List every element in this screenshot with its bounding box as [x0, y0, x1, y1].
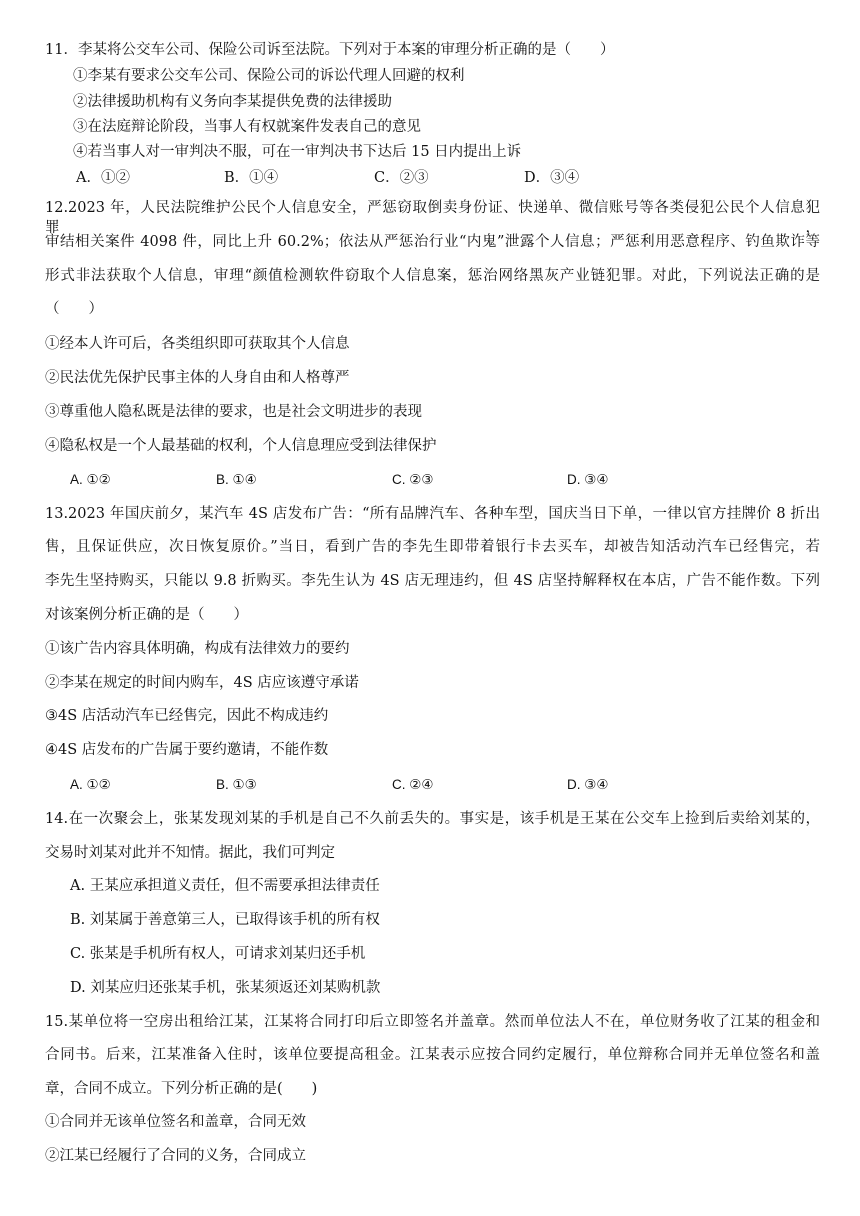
q12-item-1: ①经本人许可后，各类组织即可获取其个人信息	[45, 336, 350, 352]
q13-stem-line-4: 对该案例分析正确的是（ ）	[45, 607, 248, 623]
q14-option-d: D. 刘某应归还张某手机，张某须返还刘某购机款	[70, 980, 381, 996]
q11-item-1: ①李某有要求公交车公司、保险公司的诉讼代理人回避的权利	[73, 68, 465, 84]
q14-stem-line-2: 交易时刘某对此并不知情。据此，我们可判定	[45, 845, 335, 861]
q14-stem-line-1: 14.在一次聚会上，张某发现刘某的手机是自己不久前丢失的。事实是，该手机是王某在公交车上捡到后卖给刘某的，	[45, 811, 820, 827]
q12-item-2: ②民法优先保护民事主体的人身自由和人格尊严	[45, 370, 350, 386]
q14-option-b: B. 刘某属于善意第三人，已取得该手机的所有权	[70, 912, 380, 928]
q13-option-a: A. ①②	[70, 777, 111, 792]
q11-option-a: A．①②	[76, 170, 130, 186]
q13-item-3: ③4S 店活动汽车已经售完，因此不构成违约	[45, 708, 329, 724]
q15-item-1: ①合同并无该单位签名和盖章，合同无效	[45, 1114, 306, 1130]
q15-stem-line-1: 15.某单位将一空房出租给江某，江某将合同打印后立即签名并盖章。然而单位法人不在，单位财务收了江某的租金和	[45, 1014, 820, 1030]
q11-item-3: ③在法庭辩论阶段，当事人有权就案件发表自己的意见	[73, 119, 421, 135]
q11-option-b: B．①④	[224, 170, 279, 186]
q13-stem-line-1: 13.2023 年国庆前夕，某汽车 4S 店发布广告：“所有品牌汽车、各种车型，国庆当日下单，一律以官方挂牌价 8 折出	[45, 506, 820, 522]
q13-option-b: B. ①③	[216, 777, 257, 792]
q13-stem-line-2: 售，且保证供应，次日恢复原价。”当日，看到广告的李先生即带着银行卡去买车，却被告知活动汽车已经售完，若	[45, 539, 820, 555]
q15-stem-line-3: 章，合同不成立。下列分析正确的是( )	[45, 1081, 318, 1097]
q13-stem-line-3: 李先生坚持购买，只能以 9.8 折购买。李先生认为 4S 店无理违约，但 4S 店坚持解释权在本店，广告不能作数。下列	[45, 573, 820, 589]
q13-item-2: ②李某在规定的时间内购车，4S 店应该遵守承诺	[45, 675, 359, 691]
q13-option-d: D. ③④	[567, 777, 609, 792]
q12-stem-line-1: 12.2023 年，人民法院维护公民个人信息安全，严惩窃取倒卖身份证、快递单、微信账号等各类侵犯公民个人信息犯罪，	[45, 200, 820, 236]
q11-item-4: ④若当事人对一审判决不服，可在一审判决书下达后 15 日内提出上诉	[73, 144, 522, 160]
q13-option-c: C. ②④	[392, 777, 434, 792]
q12-option-d: D. ③④	[567, 472, 609, 487]
q12-option-a: A. ①②	[70, 472, 111, 487]
q12-stem-line-2: 审结相关案件 4098 件，同比上升 60.2%；依法从严惩治行业“内鬼”泄露个人信息；严惩利用恶意程序、钓鱼欺诈等	[45, 234, 820, 250]
q11-option-d: D．③④	[524, 170, 580, 186]
q11-option-c: C．②③	[374, 170, 429, 186]
q12-stem-line-4: （ ）	[45, 301, 103, 317]
q11-item-2: ②法律援助机构有义务向李某提供免费的法律援助	[73, 94, 392, 110]
q15-stem-line-2: 合同书。后来，江某准备入住时，该单位要提高租金。江某表示应按合同约定履行，单位辩称合同并无单位签名和盖	[45, 1047, 820, 1063]
q12-item-4: ④隐私权是一个人最基础的权利，个人信息理应受到法律保护	[45, 438, 437, 454]
q12-item-3: ③尊重他人隐私既是法律的要求，也是社会文明进步的表现	[45, 404, 422, 420]
q11-stem: 11．李某将公交车公司、保险公司诉至法院。下列对于本案的审理分析正确的是（ ）	[45, 42, 615, 58]
q13-item-4: ④4S 店发布的广告属于要约邀请，不能作数	[45, 742, 329, 758]
q12-option-b: B. ①④	[216, 472, 257, 487]
q13-item-1: ①该广告内容具体明确，构成有法律效力的要约	[45, 641, 350, 657]
q12-option-c: C. ②③	[392, 472, 434, 487]
q12-stem-line-3: 形式非法获取个人信息，审理“颜值检测软件窃取个人信息案，惩治网络黑灰产业链犯罪。对此，下列说法正确的是	[45, 268, 820, 284]
q15-item-2: ②江某已经履行了合同的义务，合同成立	[45, 1148, 306, 1164]
q14-option-a: A. 王某应承担道义责任，但不需要承担法律责任	[70, 878, 380, 894]
q14-option-c: C. 张某是手机所有权人，可请求刘某归还手机	[70, 946, 366, 962]
